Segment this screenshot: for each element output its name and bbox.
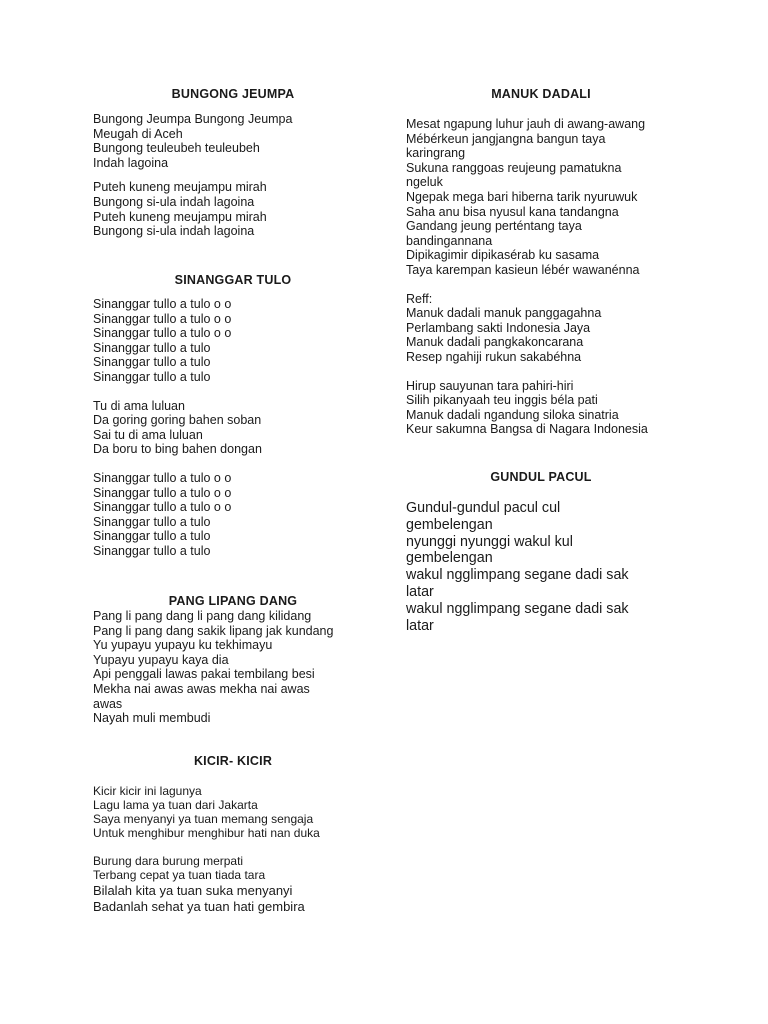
lyric-line: Sinanggar tullo a tulo: [93, 529, 211, 544]
lyric-line: Pang li pang dang li pang dang kilidang: [93, 609, 312, 623]
lyric-line: Ngepak mega bari hiberna tarik nyuruwuk: [406, 189, 638, 204]
stanza: [406, 292, 676, 365]
lyric-line: Manuk dadali pangkakoncarana: [406, 335, 584, 350]
song-kicir-kicir: [93, 754, 373, 915]
lyric-line: Lagu lama ya tuan dari Jakarta: [93, 798, 258, 813]
stanza: [406, 500, 676, 634]
lyric-line: Sinanggar tullo a tulo o o: [93, 297, 232, 311]
lyric-line: Sinanggar tullo a tulo: [93, 340, 211, 355]
stanza: [93, 471, 373, 559]
lyric-line: latar: [406, 617, 434, 634]
lyric-line: Mébérkeun jangjangna bangun taya: [406, 131, 606, 146]
lyric-line: Gundul-gundul pacul cul: [406, 500, 561, 516]
lyric-line: Api penggali lawas pakai tembilang besi: [93, 667, 315, 682]
lyric-line: Taya karempan kasieun lébér wawanénna: [406, 262, 640, 277]
lyric-line: Puteh kuneng meujampu mirah: [93, 180, 267, 195]
lyric-line: awas: [93, 696, 123, 711]
lyric-line: latar: [406, 583, 434, 600]
lyric-line: Puteh kuneng meujampu mirah: [93, 209, 267, 224]
lyric-line: Sinanggar tullo a tulo o o: [93, 326, 232, 341]
lyric-line: Burung dara burung merpati: [93, 854, 244, 869]
song-title: SINANGGAR TULO: [174, 273, 292, 287]
song-sinanggar-tulo: [93, 273, 373, 559]
lyric-line: Bungong teuleubeh teuleubeh: [93, 141, 260, 156]
lyric-line: Da goring goring bahen soban: [93, 413, 262, 428]
stanza: [93, 399, 373, 457]
lyric-line: Yupayu yupayu kaya dia: [93, 652, 229, 667]
lyric-line: Gandang jeung perténtang taya: [406, 219, 582, 234]
song-pang-lipang-dang: [93, 594, 373, 726]
lyric-line: Saya menyanyi ya tuan memang sengaja: [93, 812, 314, 827]
lyric-line: Indah lagoina: [93, 155, 169, 170]
lyric-line: Sinanggar tullo a tulo: [93, 355, 211, 370]
stanza: [93, 784, 373, 840]
lyric-line: Badanlah sehat ya tuan hati gembira: [93, 898, 305, 914]
lyric-line: Sai tu di ama luluan: [93, 427, 203, 442]
song-bungong-jeumpa: [93, 87, 373, 239]
lyric-line: Perlambang sakti Indonesia Jaya: [406, 320, 591, 335]
song-title: GUNDUL PACUL: [490, 470, 592, 484]
lyric-line: Sinanggar tullo a tulo o o: [93, 311, 232, 326]
lyric-line: Sinanggar tullo a tulo: [93, 514, 211, 529]
lyric-line: Mekha nai awas awas mekha nai awas: [93, 681, 310, 696]
lyric-line: Bungong Jeumpa Bungong Jeumpa: [93, 112, 293, 126]
stanza: [93, 609, 373, 726]
lyric-line: Sinanggar tullo a tulo o o: [93, 500, 232, 515]
stanza: [93, 854, 373, 882]
lyric-line: Hirup sauyunan tara pahiri-hiri: [406, 378, 574, 393]
lyric-line: wakul ngglimpang segane dadi sak: [406, 600, 629, 617]
stanza: [406, 379, 676, 437]
lyric-line: Sinanggar tullo a tulo o o: [93, 470, 232, 485]
song-manuk-dadali: [406, 87, 676, 437]
lyric-line: Pang li pang dang sakik lipang jak kundang: [93, 623, 334, 638]
lyric-line: Untuk menghibur menghibur hati nan duka: [93, 826, 320, 841]
lyric-line: karingrang: [406, 146, 466, 161]
lyric-line: Sinanggar tullo a tulo o o: [93, 485, 232, 500]
lyric-line: Meugah di Aceh: [93, 126, 183, 141]
song-title: KICIR- KICIR: [193, 754, 273, 768]
lyric-line: Kicir kicir ini lagunya: [93, 784, 202, 798]
lyric-line: Silih pikanyaah teu inggis béla pati: [406, 393, 598, 408]
stanza: [93, 112, 373, 170]
song-gundul-pacul: [406, 470, 676, 634]
lyric-line: ngeluk: [406, 175, 443, 190]
lyric-line: Sukuna ranggoas reujeung pamatukna: [406, 160, 622, 175]
lyric-line: Reff:: [406, 291, 433, 306]
stanza: [93, 883, 373, 915]
lyric-line: Keur sakumna Bangsa di Nagara Indonesia: [406, 422, 648, 437]
song-title: PANG LIPANG DANG: [168, 594, 298, 608]
stanza: [93, 180, 373, 238]
song-title: MANUK DADALI: [491, 87, 591, 101]
lyric-line: Mesat ngapung luhur jauh di awang-awang: [406, 117, 646, 131]
stanza: [406, 117, 676, 278]
lyric-line: Manuk dadali manuk panggagahna: [406, 306, 602, 321]
lyric-line: nyunggi nyunggi wakul kul: [406, 533, 573, 550]
lyric-line: Dipikagimir dipikasérab ku sasama: [406, 248, 600, 263]
lyric-line: Yu yupayu yupayu ku tekhimayu: [93, 638, 273, 653]
lyric-line: Sinanggar tullo a tulo: [93, 543, 211, 558]
lyric-line: Manuk dadali ngandung siloka sinatria: [406, 407, 619, 422]
lyric-line: Sinanggar tullo a tulo: [93, 369, 211, 384]
lyric-line: Bungong si-ula indah lagoina: [93, 224, 255, 239]
lyric-line: Bilalah kita ya tuan suka menyanyi: [93, 882, 293, 898]
lyric-line: Resep ngahiji rukun sakabéhna: [406, 349, 582, 364]
song-title: BUNGONG JEUMPA: [171, 87, 295, 101]
lyric-line: bandingannana: [406, 233, 493, 248]
lyric-line: gembelengan: [406, 516, 493, 533]
lyric-line: Saha anu bisa nyusul kana tandangna: [406, 204, 619, 219]
lyric-line: Terbang cepat ya tuan tiada tara: [93, 868, 266, 883]
lyric-line: gembelengan: [406, 550, 493, 567]
lyric-line: Tu di ama luluan: [93, 398, 185, 413]
lyric-line: Da boru to bing bahen dongan: [93, 442, 262, 457]
lyric-line: Bungong si-ula indah lagoina: [93, 194, 255, 209]
lyric-line: Nayah muli membudi: [93, 711, 211, 726]
lyric-line: wakul ngglimpang segane dadi sak: [406, 567, 629, 584]
stanza: [93, 297, 373, 385]
